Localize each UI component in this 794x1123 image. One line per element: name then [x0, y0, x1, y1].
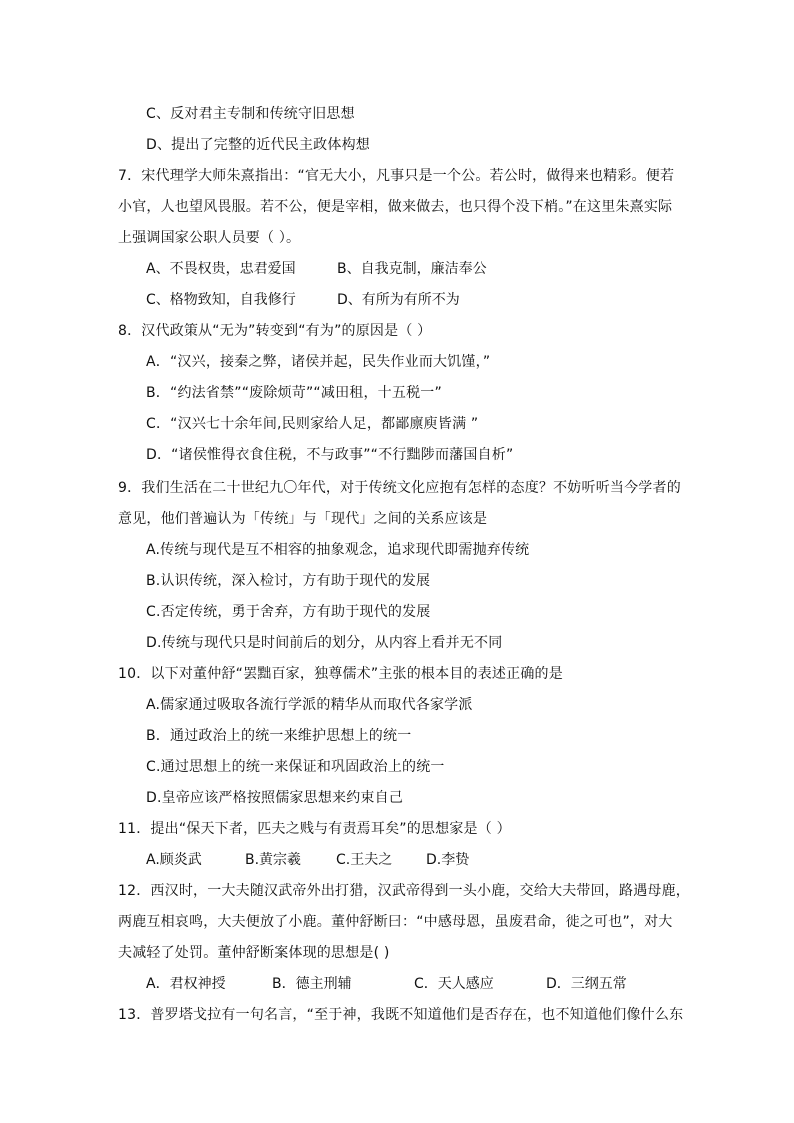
- q11-stem: 11．提出“保天下者，匹夫之贱与有责焉耳矣”的思想家是（ ）: [118, 821, 511, 837]
- q10-option-a: A.儒家通过吸取各流行学派的精华从而取代各家学派: [146, 697, 473, 713]
- q13-stem-line-1: 13．普罗塔戈拉有一句名言，“至于神，我既不知道他们是否存在，也不知道他们像什么东: [118, 1007, 684, 1023]
- q8-option-b: B．“约法省禁”“废除烦苛”“减田租，十五税一”: [146, 385, 442, 401]
- q7-option-d: D、有所为有所不为: [337, 292, 460, 308]
- q12-stem-line-2: 两鹿互相哀鸣，大夫便放了小鹿。董仲舒断曰：“中感母恩，虽废君命，徙之可也”，对大: [118, 914, 673, 930]
- q8-stem: 8．汉代政策从“无为”转变到“有为”的原因是（ ）: [118, 323, 432, 339]
- q7-stem-line-2: 小官，人也望风畏服。若不公，便是宰相，做来做去，也只得个没下梢。”在这里朱熹实际: [118, 199, 673, 215]
- q8-option-d: D．“诸侯惟得衣食住税，不与政事”“不行黜陟而藩国自析”: [146, 447, 514, 463]
- q10-option-d: D.皇帝应该严格按照儒家思想来约束自己: [146, 790, 404, 806]
- q7-stem-line-3: 上强调国家公职人员要（ ）。: [118, 230, 301, 246]
- q12-stem-line-3: 夫减轻了处罚。董仲舒断案体现的思想是( ): [118, 945, 390, 961]
- q12-option-c: C．天人感应: [414, 976, 494, 992]
- q11-option-d: D.李贽: [426, 852, 470, 868]
- q8-option-a: A．“汉兴，接秦之弊，诸侯并起，民失作业而大饥馑，”: [146, 354, 491, 370]
- q10-option-c: C.通过思想上的统一来保证和巩固政治上的统一: [146, 759, 445, 775]
- q11-option-a: A.顾炎武: [146, 852, 202, 868]
- q9-option-b: B.认识传统，深入检讨，方有助于现代的发展: [146, 573, 431, 589]
- q10-stem: 10．以下对董仲舒“罢黜百家，独尊儒术”主张的根本目的表述正确的是: [118, 666, 563, 682]
- q11-option-b: B.黄宗羲: [245, 852, 302, 868]
- q11-option-c: C.王夫之: [336, 852, 393, 868]
- q8-option-c: C．“汉兴七十余年间,民则家给人足，都鄙廪庾皆满 ”: [146, 416, 479, 432]
- q6-option-d: D、提出了完整的近代民主政体构想: [146, 137, 370, 153]
- q6-option-c: C、反对君主专制和传统守旧思想: [146, 106, 355, 122]
- q12-option-b: B．德主刑辅: [272, 976, 352, 992]
- q9-option-a: A.传统与现代是互不相容的抽象观念，追求现代即需抛弃传统: [146, 542, 530, 558]
- q7-option-b: B、自我克制，廉洁奉公: [337, 261, 487, 277]
- q7-stem-line-1: 7．宋代理学大师朱熹指出：“官无大小，凡事只是一个公。若公时，做得来也精彩。便若: [118, 168, 675, 184]
- q10-option-b: B．通过政治上的统一来维护思想上的统一: [146, 728, 412, 744]
- q7-option-c: C、格物致知，自我修行: [146, 292, 296, 308]
- q7-option-a: A、不畏权贵，忠君爱国: [146, 261, 296, 277]
- q9-stem-line-2: 意见，他们普遍认为「传统」与「现代」之间的关系应该是: [118, 511, 488, 527]
- q12-stem-line-1: 12．西汉时，一大夫随汉武帝外出打猎，汉武帝得到一头小鹿，交给大夫带回，路遇母鹿，: [118, 883, 691, 899]
- q9-option-c: C.否定传统，勇于舍弃，方有助于现代的发展: [146, 604, 431, 620]
- q9-option-d: D.传统与现代只是时间前后的划分，从内容上看并无不同: [146, 635, 503, 651]
- q9-stem-line-1: 9．我们生活在二十世纪九〇年代，对于传统文化应抱有怎样的态度？不妨听听当今学者的: [118, 480, 681, 496]
- q12-option-d: D．三纲五常: [546, 976, 627, 992]
- q12-option-a: A．君权神授: [146, 976, 226, 992]
